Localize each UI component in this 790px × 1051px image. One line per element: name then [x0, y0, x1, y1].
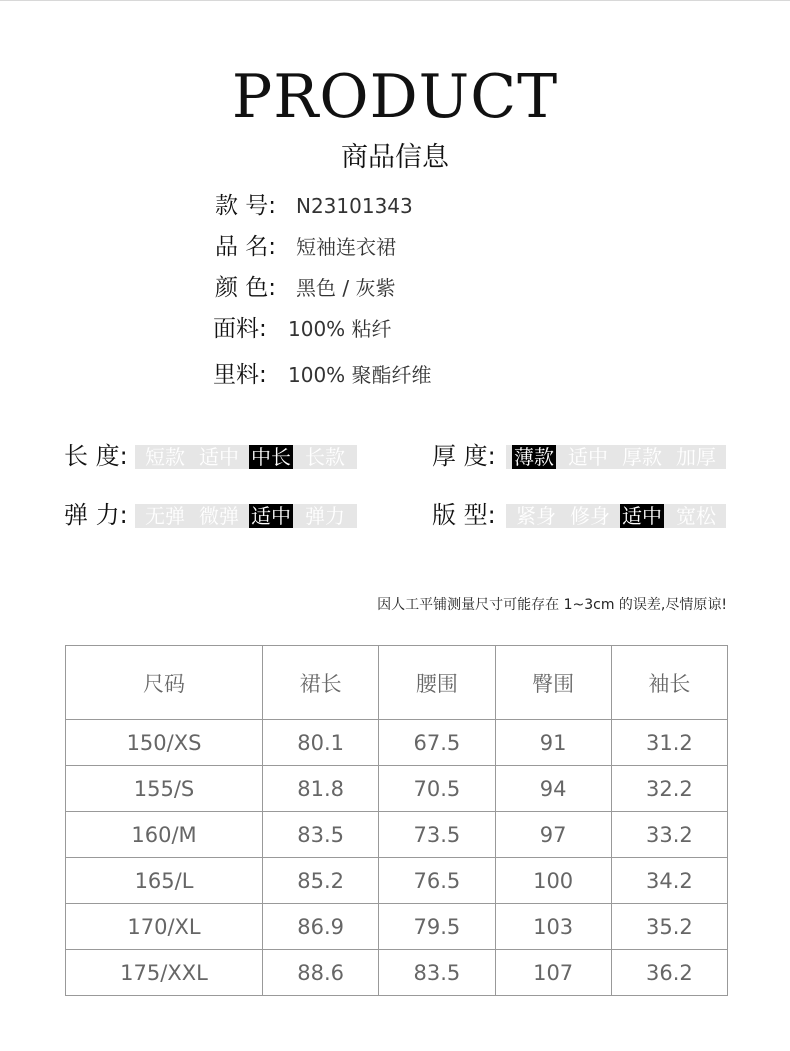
attribute-label: 厚 度: [432, 442, 496, 470]
attribute-fit [432, 500, 732, 532]
top-divider [0, 0, 790, 1]
cell-waist: 79.5 [379, 904, 495, 950]
info-value: 100% 粘纤 [288, 317, 392, 341]
info-label: 里料: [213, 362, 267, 388]
info-label: 款 号: [215, 193, 277, 219]
attribute-label: 弹 力: [64, 501, 128, 529]
option-no-stretch: 无弹 [145, 504, 185, 528]
attribute-label: 长 度: [64, 442, 128, 470]
table-header-row [66, 646, 728, 720]
option-thick: 厚款 [622, 445, 662, 469]
cell-sleeve: 32.2 [611, 766, 727, 812]
cell-hip: 94 [495, 766, 611, 812]
cell-length: 81.8 [263, 766, 379, 812]
cell-sleeve: 36.2 [611, 950, 727, 996]
header-hip: 臀围 [495, 646, 611, 720]
cell-waist: 70.5 [379, 766, 495, 812]
cell-sleeve: 34.2 [611, 858, 727, 904]
page-title: PRODUCT [231, 62, 559, 132]
info-value: 100% 聚酯纤维 [288, 363, 432, 387]
option-regular-selected: 适中 [622, 504, 662, 528]
cell-waist: 83.5 [379, 950, 495, 996]
table-row [66, 904, 728, 950]
header-sleeve: 袖长 [611, 646, 727, 720]
cell-waist: 73.5 [379, 812, 495, 858]
option-thin-selected: 薄款 [514, 445, 554, 469]
attribute-thickness [432, 441, 732, 473]
cell-hip: 100 [495, 858, 611, 904]
option-long: 长款 [305, 445, 345, 469]
attribute-label: 版 型: [432, 501, 496, 529]
option-mid-long-selected: 中长 [251, 445, 291, 469]
cell-size: 150/XS [66, 720, 263, 766]
page-subtitle: 商品信息 [341, 142, 449, 173]
option-bar [506, 504, 726, 528]
cell-hip: 107 [495, 950, 611, 996]
header-size: 尺码 [66, 646, 263, 720]
info-value: 短袖连衣裙 [296, 235, 396, 259]
cell-sleeve: 35.2 [611, 904, 727, 950]
option-medium: 适中 [199, 445, 239, 469]
table-row [66, 812, 728, 858]
option-bar [135, 445, 357, 469]
cell-waist: 67.5 [379, 720, 495, 766]
info-label: 颜 色: [215, 275, 277, 301]
table-row [66, 766, 728, 812]
cell-sleeve: 33.2 [611, 812, 727, 858]
attribute-elasticity [64, 500, 364, 532]
option-loose: 宽松 [676, 504, 716, 528]
option-slight-stretch: 微弹 [199, 504, 239, 528]
option-bar [506, 445, 726, 469]
option-medium: 适中 [568, 445, 608, 469]
cell-size: 155/S [66, 766, 263, 812]
table-row [66, 720, 728, 766]
option-medium-selected: 适中 [251, 504, 291, 528]
option-tight: 紧身 [516, 504, 556, 528]
option-bar [135, 504, 357, 528]
cell-waist: 76.5 [379, 858, 495, 904]
option-slim: 修身 [570, 504, 610, 528]
header-length: 裙长 [263, 646, 379, 720]
info-value: N23101343 [296, 194, 413, 218]
cell-size: 160/M [66, 812, 263, 858]
option-extra-thick: 加厚 [676, 445, 716, 469]
cell-sleeve: 31.2 [611, 720, 727, 766]
option-stretch: 弹力 [305, 504, 345, 528]
info-value: 黑色 / 灰紫 [296, 276, 396, 300]
cell-hip: 97 [495, 812, 611, 858]
info-label: 面料: [213, 316, 267, 342]
info-label: 品 名: [215, 234, 277, 260]
cell-length: 85.2 [263, 858, 379, 904]
cell-length: 86.9 [263, 904, 379, 950]
table-row [66, 858, 728, 904]
cell-size: 165/L [66, 858, 263, 904]
cell-length: 80.1 [263, 720, 379, 766]
cell-length: 88.6 [263, 950, 379, 996]
measurement-note: 因人工平铺测量尺寸可能存在 1~3cm 的误差,尽情原谅! [377, 597, 727, 613]
cell-hip: 103 [495, 904, 611, 950]
cell-size: 175/XXL [66, 950, 263, 996]
table-row [66, 950, 728, 996]
cell-size: 170/XL [66, 904, 263, 950]
option-short: 短款 [145, 445, 185, 469]
attribute-length [64, 441, 364, 473]
cell-length: 83.5 [263, 812, 379, 858]
size-table [65, 645, 728, 996]
cell-hip: 91 [495, 720, 611, 766]
header-waist: 腰围 [379, 646, 495, 720]
